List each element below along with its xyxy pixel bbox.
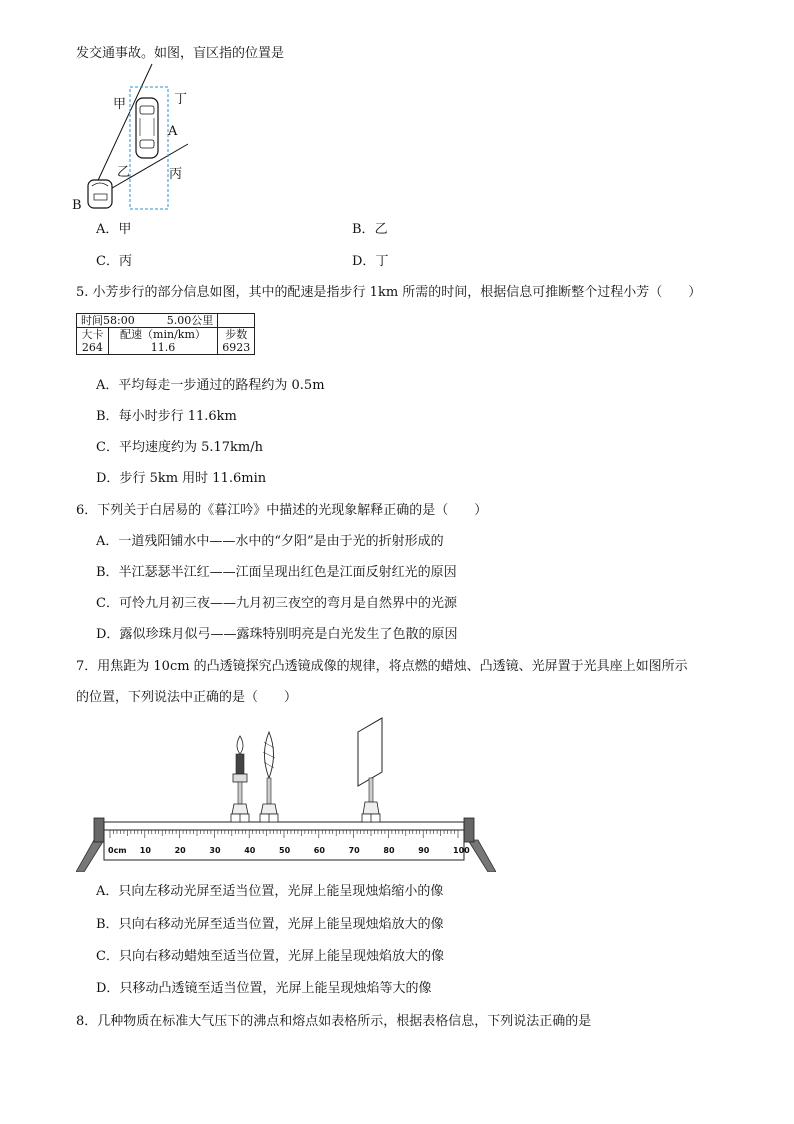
q6-option-d: D．露似珍珠月似弓——露珠特别明亮是白光发生了色散的原因 [96,627,458,642]
q6-stem: 6．下列关于白居易的《暮江吟》中描述的光现象解释正确的是（ ） [76,503,488,518]
steps-cell: 步数 6923 [218,328,255,355]
ruler-label: 30 [209,846,221,855]
q4-stem-tail: 发交通事故。如图，盲区指的位置是 [76,46,285,61]
q6-option-c: C．可怜九月初三夜——九月初三夜空的弯月是自然界中的光源 [96,596,457,611]
q7-stem-line2: 的位置，下列说法中正确的是（ ） [76,690,298,705]
q6-option-b: B．半江瑟瑟半江红——江面呈现出红色是江面反射红光的原因 [96,565,457,580]
ruler-label: 40 [244,846,256,855]
light-screen-icon [358,718,382,822]
q5-option-b: B．每小时步行 11.6km [96,409,237,424]
q7-option-d: D．只移动凸透镜至适当位置，光屏上能呈现烛焰等大的像 [96,981,432,996]
candle-icon [231,736,249,822]
q7-option-c: C．只向右移动蜡烛至适当位置，光屏上能呈现烛焰放大的像 [96,949,444,964]
label-bing: 丙 [169,167,183,182]
q4-option-a: A．甲 [96,222,132,237]
label-b: B [72,198,82,213]
kcal-cell: 大卡 264 [77,328,109,355]
q8-stem: 8．几种物质在标准大气压下的沸点和熔点如表格所示，根据表格信息，下列说法正确的是 [76,1014,592,1029]
walk-info-table [76,313,255,355]
label-ding: 丁 [174,92,188,107]
label-yi: 乙 [117,165,131,180]
q7-stem-line1: 7．用焦距为 10cm 的凸透镜探究凸透镜成像的规律，将点燃的蜡烛、凸透镜、光屏置于光具座上如图所示 [76,659,688,674]
ruler-label: 0cm [108,846,127,855]
q4-option-b: B．乙 [352,222,388,237]
ruler-label: 90 [418,846,430,855]
ruler-label: 50 [279,846,291,855]
q5-stem: 5. 小芳步行的部分信息如图，其中的配速是指步行 1km 所需的时间，根据信息可推断整个过程小芳（ ） [76,285,702,300]
q7-option-a: A．只向左移动光屏至适当位置，光屏上能呈现烛焰缩小的像 [96,884,444,899]
q5-option-a: A．平均每走一步通过的路程约为 0.5m [96,378,325,393]
car-b-icon [88,180,112,208]
ruler-label: 10 [139,846,151,855]
q4-option-c: C．丙 [96,254,132,269]
q6-option-a: A．一道残阳铺水中——水中的“夕阳”是由于光的折射形成的 [96,534,444,549]
q5-option-c: C．平均速度约为 5.17km/h [96,440,263,455]
ruler-label: 60 [313,846,325,855]
ruler-label: 80 [383,846,395,855]
time-cell: 时间58:00 5.00公里 [77,314,218,328]
q7-option-b: B．只向右移动光屏至适当位置，光屏上能呈现烛焰放大的像 [96,917,444,932]
label-jia: 甲 [113,97,127,112]
convex-lens-icon [260,732,278,822]
q5-option-d: D．步行 5km 用时 11.6min [96,471,267,486]
blind-spot-figure [70,62,220,214]
label-a: A [168,124,178,139]
car-a-icon [136,98,158,158]
ruler-label: 100 [453,846,470,855]
ruler-label: 70 [348,846,360,855]
q4-option-d: D．丁 [352,254,389,269]
optical-bench-figure [76,712,496,872]
pace-cell: 配速（min/km） 11.6 [108,328,217,355]
ruler-label: 20 [174,846,186,855]
